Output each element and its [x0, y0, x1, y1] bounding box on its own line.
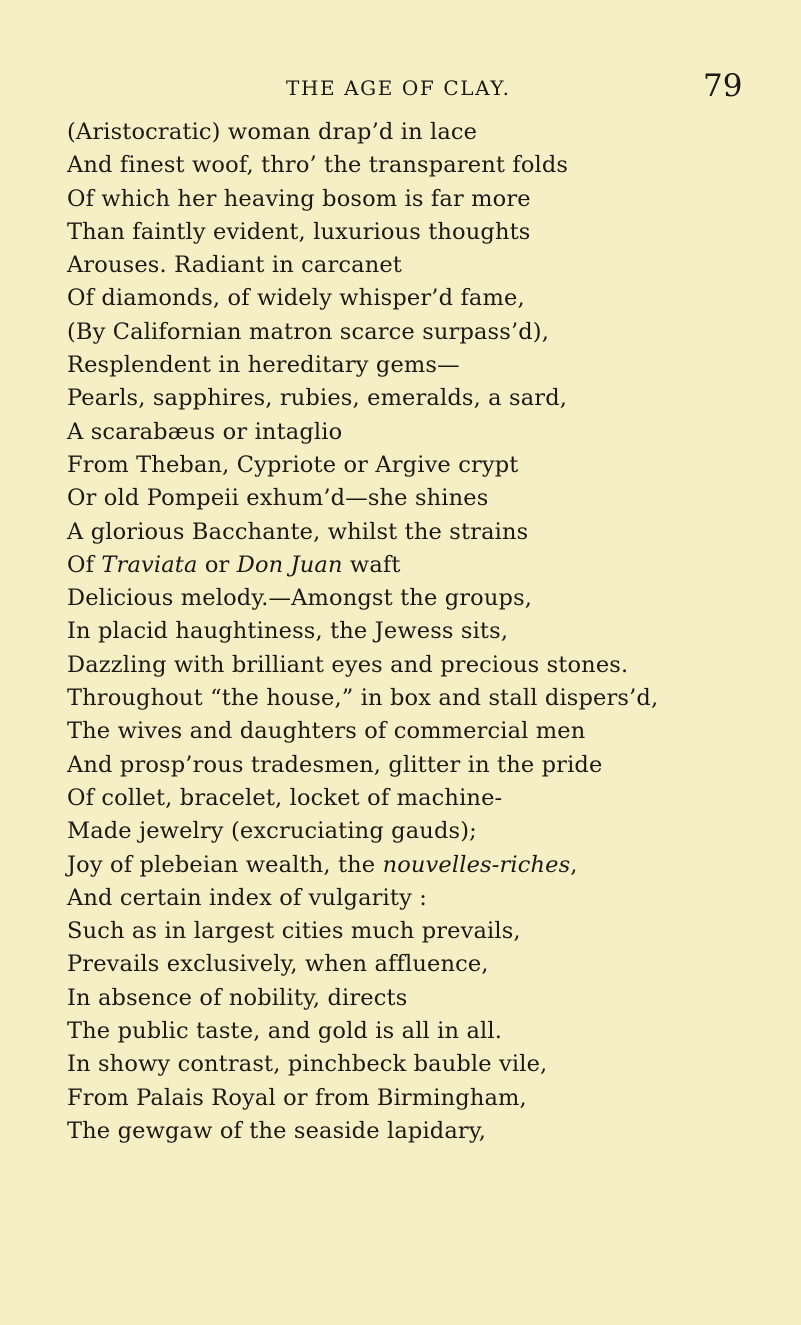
verse-text: From Theban, Cypriote or Argive crypt	[67, 451, 519, 478]
verse-text: Dazzling with brilliant eyes and precious stones.	[67, 651, 629, 678]
verse-text: The gewgaw of the seaside lapidary,	[67, 1117, 486, 1144]
verse-line	[67, 549, 792, 582]
running-head	[0, 70, 801, 110]
verse-text: Made jewelry (excruciating gauds);	[67, 818, 477, 845]
verse-line	[67, 282, 792, 315]
verse-text: waft	[342, 551, 401, 578]
verse-text: In showy contrast, pinchbeck bauble vile,	[67, 1051, 548, 1078]
verse-text: Such as in largest cities much prevails,	[67, 918, 521, 945]
verse-line	[67, 1115, 792, 1148]
verse-line	[67, 316, 792, 349]
verse-text: The wives and daughters of commercial men	[67, 718, 586, 745]
verse-line	[67, 349, 792, 382]
italic-title: Don Juan	[236, 551, 343, 578]
verse-line	[67, 615, 792, 648]
verse-line	[67, 382, 792, 415]
verse-text: or	[197, 551, 237, 578]
verse-text: And finest woof, thro’ the transparent folds	[67, 152, 569, 179]
poem-text	[67, 116, 792, 1148]
verse-line	[67, 682, 792, 715]
verse-text: Joy of plebeian wealth, the	[67, 851, 383, 878]
verse-line	[67, 948, 792, 981]
verse-line	[67, 1048, 792, 1081]
verse-line	[67, 649, 792, 682]
verse-line	[67, 249, 792, 282]
verse-text: (Aristocratic) woman drap’d in lace	[67, 119, 478, 145]
verse-text: Of	[67, 551, 102, 578]
verse-line	[67, 449, 792, 482]
verse-line	[67, 882, 792, 915]
running-title: THE AGE OF CLAY.	[286, 76, 511, 100]
verse-line	[67, 516, 792, 549]
italic-title: nouvelles-riches	[382, 851, 571, 878]
verse-text: A glorious Bacchante, whilst the strains	[67, 518, 529, 545]
verse-line	[67, 849, 792, 882]
verse-text: Arouses. Radiant in carcanet	[67, 252, 402, 279]
verse-text: A scarabæus or intaglio	[67, 418, 343, 445]
verse-line	[67, 749, 792, 782]
verse-text: Or old Pompeii exhum’d—she shines	[67, 485, 489, 512]
verse-text: The public taste, and gold is all in all.	[67, 1018, 503, 1045]
verse-line	[67, 482, 792, 515]
verse-text: Resplendent in hereditary gems—	[67, 352, 460, 379]
verse-text: And prosp’rous tradesmen, glitter in the pride	[67, 751, 603, 778]
verse-line	[67, 416, 792, 449]
verse-line	[67, 116, 792, 149]
verse-text: And certain index of vulgarity :	[67, 884, 427, 911]
verse-line	[67, 915, 792, 948]
verse-text: Of collet, bracelet, locket of machine-	[67, 784, 503, 811]
verse-text: From Palais Royal or from Birmingham,	[67, 1084, 527, 1111]
verse-text: In absence of nobility, directs	[67, 984, 408, 1011]
italic-title: Traviata	[101, 551, 198, 578]
verse-text: Of which her heaving bosom is far more	[67, 185, 531, 212]
verse-line	[67, 715, 792, 748]
verse-line	[67, 149, 792, 182]
verse-line	[67, 216, 792, 249]
verse-text: ,	[570, 851, 578, 878]
verse-line	[67, 782, 792, 815]
verse-text: Throughout “the house,” in box and stall dispers’d,	[67, 685, 659, 712]
verse-line	[67, 982, 792, 1015]
verse-line	[67, 183, 792, 216]
verse-text: Delicious melody.—Amongst the groups,	[67, 585, 533, 612]
verse-text: In placid haughtiness, the Jewess sits,	[67, 618, 509, 645]
verse-text: Prevails exclusively, when affluence,	[67, 951, 489, 978]
verse-line	[67, 1015, 792, 1048]
verse-line	[67, 582, 792, 615]
verse-text: Than faintly evident, luxurious thoughts	[67, 218, 531, 245]
verse-line	[67, 1082, 792, 1115]
verse-line	[67, 815, 792, 848]
verse-text: (By Californian matron scarce surpass’d),	[67, 318, 550, 345]
verse-text: Pearls, sapphires, rubies, emeralds, a sard,	[67, 385, 568, 412]
verse-text: Of diamonds, of widely whisper’d fame,	[67, 285, 525, 312]
page-number: 79	[703, 68, 743, 104]
